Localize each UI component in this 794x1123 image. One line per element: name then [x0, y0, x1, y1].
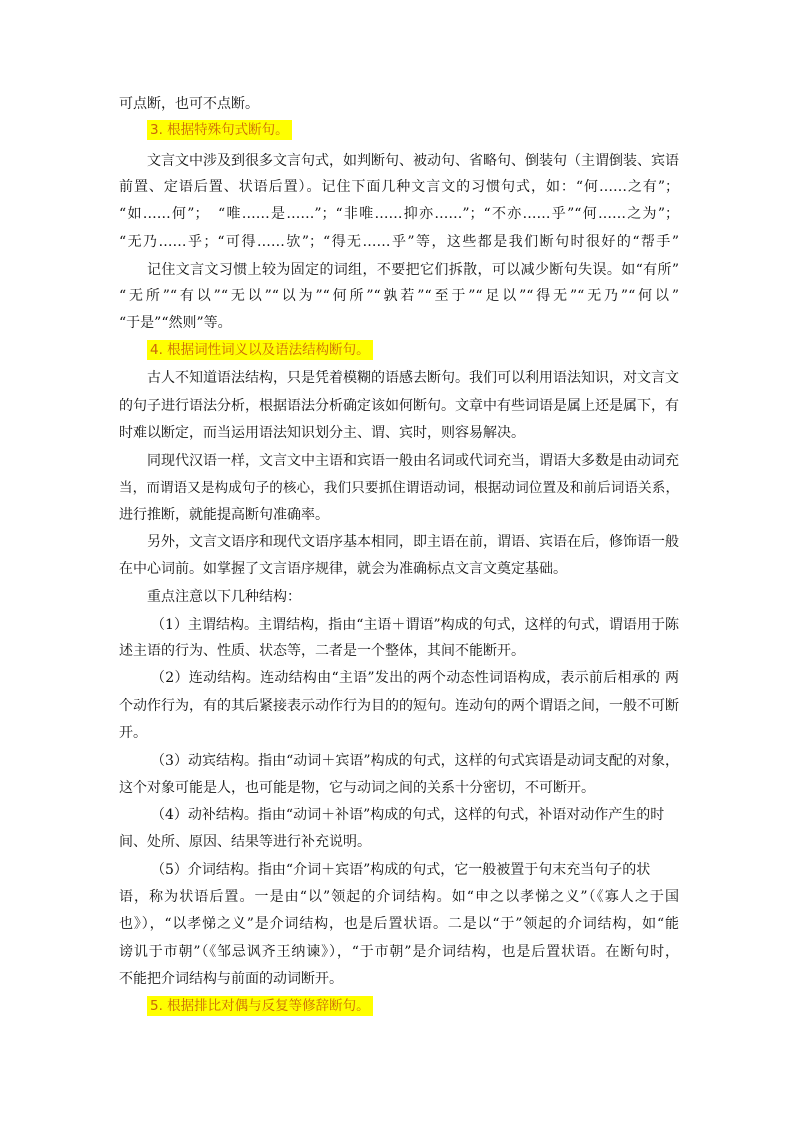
paragraph-line: 另外，文言文语序和现代文语序基本相同，即主语在前，谓语、宾语在后，修饰语一般 — [147, 534, 679, 550]
paragraph-line: 开。 — [119, 725, 147, 741]
paragraph-line: 古人不知道语法结构，只是凭着模糊的语感去断句。我们可以利用语法知识，对文言文 — [147, 370, 679, 386]
paragraph-line: （2）连动结构。连动结构由“主语”发出的两个动态性词语构成，表示前后相承的 两 — [151, 670, 679, 686]
section-heading — [147, 997, 679, 1015]
paragraph-line: 间、处所、原因、结果等进行补充说明。 — [119, 834, 371, 850]
section-heading — [147, 121, 679, 139]
paragraph-line: 述主语的行为、性质、状态等，二者是一个整体，其间不能断开。 — [119, 643, 525, 659]
paragraph-line: “如……何”； “唯……是……”；“非唯……抑亦……”；“不亦……乎”“何……之为”； — [119, 206, 679, 222]
paragraph-line: 同现代汉语一样，文言文中主语和宾语一般由名词或代词充当，谓语大多数是由动词充 — [147, 453, 679, 469]
paragraph-line: （5）介词结构。指由“介词＋宾语”构成的句式，它一般被置于句末充当句子的状 — [151, 862, 651, 878]
paragraph-line: 也》），“以孝悌之义”是介词结构，也是后置状语。二是以“于”领起的介词结构，如“能 — [119, 916, 679, 932]
paragraph-line: 前置、定语后置、状语后置）。记住下面几种文言文的习惯句式，如：“何……之有”； — [119, 179, 679, 195]
paragraph-line: “无乃……乎；“可得……欤”；“得无……乎”等，这些都是我们断句时很好的“帮手” — [119, 234, 679, 250]
paragraph-line: 这个对象可能是人，也可能是物，它与动词之间的关系十分密切，不可断开。 — [119, 780, 595, 796]
paragraph-line: 语，称为状语后置。一是由“以”领起的介词结构。如“申之以孝悌之义”（《寡人之于国 — [119, 889, 679, 905]
paragraph-line: 不能把介词结构与前面的动词断开。 — [119, 971, 343, 987]
paragraph-line: （4）动补结构。指由“动词＋补语”构成的句式，这样的句式，补语对动作产生的时 — [151, 807, 665, 823]
paragraph-line: （3）动宾结构。指由“动词＋宾语”构成的句式，这样的句式宾语是动词支配的对象， — [151, 753, 679, 769]
paragraph-line: 的句子进行语法分析，根据语法分析确定该如何断句。文章中有些词语是属上还是属下，有 — [119, 398, 679, 414]
paragraph-line: 谤讥于市朝”（《邹忌讽齐王纳谏》），“于市朝”是介词结构，也是后置状语。在断句时， — [119, 944, 679, 960]
highlighted-heading: 4. 根据词性词义以及语法结构断句。 — [147, 340, 373, 360]
paragraph-line: 记住文言文习惯上较为固定的词组，不要把它们拆散，可以减少断句失误。如“有所” — [147, 262, 679, 278]
paragraph-line: （1）主谓结构。主谓结构，指由“主语＋谓语”构成的句式，这样的句式，谓语用于陈 — [151, 617, 679, 633]
highlighted-heading: 5. 根据排比对偶与反复等修辞断句。 — [147, 996, 373, 1016]
paragraph-line: 可点断，也可不点断。 — [119, 96, 259, 112]
paragraph-line: 个动作行为，有的其后紧接表示动作行为目的的短句。连动句的两个谓语之间，一般不可断 — [119, 698, 679, 714]
paragraph-line: 进行推断，就能提高断句准确率。 — [119, 507, 329, 523]
paragraph-line: 重点注意以下几种结构： — [147, 589, 301, 605]
section-heading — [147, 341, 679, 359]
paragraph-line: “无所”“有以”“无以”“以为”“何所”“孰若”“至于”“足以”“得无”“无乃”“何以” — [119, 288, 679, 304]
paragraph-line: 时难以断定，而当运用语法知识划分主、谓、宾时，则容易解决。 — [119, 425, 525, 441]
highlighted-heading: 3. 根据特殊句式断句。 — [147, 120, 292, 140]
paragraph-line: 文言文中涉及到很多文言句式，如判断句、被动句、省略句、倒装句（主谓倒装、宾语 — [147, 153, 679, 169]
paragraph-line: 在中心词前。如掌握了文言语序规律，就会为准确标点文言文奠定基础。 — [119, 561, 567, 577]
paragraph-line: “于是”“然则”等。 — [119, 315, 232, 331]
paragraph-line: 当，而谓语又是构成句子的核心，我们只要抓住谓语动词，根据动词位置及和前后词语关系， — [119, 480, 679, 496]
